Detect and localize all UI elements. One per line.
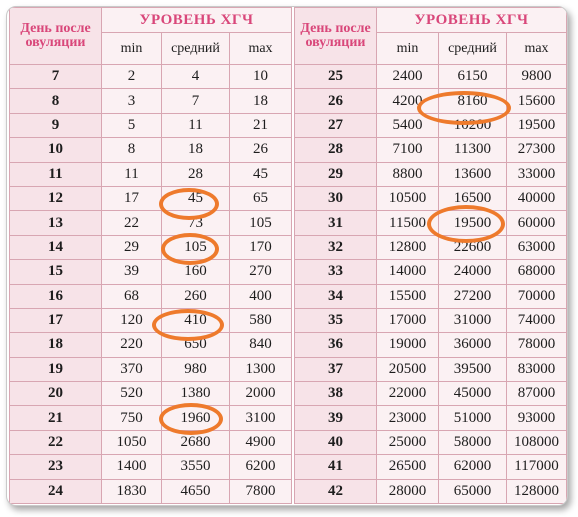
hcg-table-frame	[6, 6, 568, 506]
day-cell: 21	[10, 406, 102, 430]
min-cell: 17000	[377, 308, 439, 332]
level-header: УРОВЕНЬ ХГЧ	[102, 8, 292, 33]
table-row	[295, 211, 567, 235]
min-cell: 22000	[377, 382, 439, 406]
table-row	[10, 406, 292, 430]
max-cell: 45	[230, 162, 292, 186]
day-cell: 24	[10, 479, 102, 503]
mid-column-header: средний	[162, 33, 230, 65]
level-header: УРОВЕНЬ ХГЧ	[377, 8, 567, 33]
min-cell: 26500	[377, 455, 439, 479]
max-cell: 15600	[507, 89, 567, 113]
table-row	[10, 186, 292, 210]
mid-cell: 260	[162, 284, 230, 308]
table-row	[10, 211, 292, 235]
mid-cell: 27200	[439, 284, 507, 308]
day-cell: 41	[295, 455, 377, 479]
max-cell: 83000	[507, 357, 567, 381]
max-cell: 26	[230, 138, 292, 162]
max-cell: 10	[230, 65, 292, 89]
left-table-body	[10, 65, 292, 504]
day-column-header: День после овуляции	[10, 8, 102, 65]
day-cell: 37	[295, 357, 377, 381]
day-cell: 15	[10, 260, 102, 284]
table-row	[295, 65, 567, 89]
min-column-header: min	[377, 33, 439, 65]
day-cell: 26	[295, 89, 377, 113]
min-cell: 2400	[377, 65, 439, 89]
min-cell: 11500	[377, 211, 439, 235]
day-cell: 36	[295, 333, 377, 357]
mid-cell: 3550	[162, 455, 230, 479]
day-cell: 28	[295, 138, 377, 162]
day-cell: 13	[10, 211, 102, 235]
mid-cell: 6150	[439, 65, 507, 89]
max-cell: 74000	[507, 308, 567, 332]
max-cell: 3100	[230, 406, 292, 430]
min-cell: 39	[102, 260, 162, 284]
left-table-panel	[9, 7, 291, 504]
day-cell: 35	[295, 308, 377, 332]
table-row	[295, 333, 567, 357]
max-cell: 840	[230, 333, 292, 357]
table-row	[10, 455, 292, 479]
max-cell: 270	[230, 260, 292, 284]
max-cell: 7800	[230, 479, 292, 503]
min-cell: 68	[102, 284, 162, 308]
min-cell: 1400	[102, 455, 162, 479]
day-cell: 11	[10, 162, 102, 186]
table-row	[10, 308, 292, 332]
min-cell: 2	[102, 65, 162, 89]
max-cell: 18	[230, 89, 292, 113]
day-cell: 12	[10, 186, 102, 210]
min-cell: 750	[102, 406, 162, 430]
table-row	[295, 406, 567, 430]
day-cell: 20	[10, 382, 102, 406]
max-column-header: max	[507, 33, 567, 65]
hcg-table-left	[9, 7, 292, 504]
min-cell: 11	[102, 162, 162, 186]
day-cell: 9	[10, 113, 102, 137]
mid-cell: 8160	[439, 89, 507, 113]
mid-cell: 410	[162, 308, 230, 332]
max-cell: 78000	[507, 333, 567, 357]
mid-cell: 7	[162, 89, 230, 113]
max-cell: 400	[230, 284, 292, 308]
table-row	[295, 138, 567, 162]
day-cell: 16	[10, 284, 102, 308]
max-cell: 105	[230, 211, 292, 235]
max-cell: 4900	[230, 430, 292, 454]
table-row	[10, 138, 292, 162]
table-row	[295, 430, 567, 454]
min-cell: 8	[102, 138, 162, 162]
min-cell: 10500	[377, 186, 439, 210]
day-cell: 23	[10, 455, 102, 479]
table-row	[10, 357, 292, 381]
min-cell: 120	[102, 308, 162, 332]
mid-cell: 105	[162, 235, 230, 259]
mid-cell: 1380	[162, 382, 230, 406]
max-cell: 128000	[507, 479, 567, 503]
mid-cell: 980	[162, 357, 230, 381]
table-row	[295, 284, 567, 308]
table-row	[10, 235, 292, 259]
min-cell: 1830	[102, 479, 162, 503]
table-row	[295, 357, 567, 381]
day-cell: 8	[10, 89, 102, 113]
min-cell: 22	[102, 211, 162, 235]
mid-cell: 2680	[162, 430, 230, 454]
min-cell: 14000	[377, 260, 439, 284]
max-cell: 108000	[507, 430, 567, 454]
day-cell: 34	[295, 284, 377, 308]
max-cell: 70000	[507, 284, 567, 308]
mid-cell: 45	[162, 186, 230, 210]
mid-cell: 4650	[162, 479, 230, 503]
mid-cell: 36000	[439, 333, 507, 357]
max-cell: 170	[230, 235, 292, 259]
day-cell: 40	[295, 430, 377, 454]
day-cell: 22	[10, 430, 102, 454]
min-cell: 28000	[377, 479, 439, 503]
max-cell: 68000	[507, 260, 567, 284]
min-cell: 29	[102, 235, 162, 259]
mid-cell: 11300	[439, 138, 507, 162]
mid-cell: 13600	[439, 162, 507, 186]
max-cell: 6200	[230, 455, 292, 479]
day-cell: 17	[10, 308, 102, 332]
mid-cell: 10200	[439, 113, 507, 137]
mid-cell: 4	[162, 65, 230, 89]
day-cell: 33	[295, 260, 377, 284]
mid-cell: 160	[162, 260, 230, 284]
day-column-header: День после овуляции	[295, 8, 377, 65]
mid-cell: 39500	[439, 357, 507, 381]
min-cell: 1050	[102, 430, 162, 454]
max-cell: 60000	[507, 211, 567, 235]
day-cell: 7	[10, 65, 102, 89]
table-row	[10, 65, 292, 89]
day-cell: 10	[10, 138, 102, 162]
hcg-table-right	[294, 7, 567, 504]
mid-cell: 51000	[439, 406, 507, 430]
max-cell: 117000	[507, 455, 567, 479]
day-cell: 14	[10, 235, 102, 259]
table-row	[10, 284, 292, 308]
day-cell: 30	[295, 186, 377, 210]
mid-cell: 31000	[439, 308, 507, 332]
min-cell: 12800	[377, 235, 439, 259]
mid-cell: 65000	[439, 479, 507, 503]
mid-cell: 22600	[439, 235, 507, 259]
table-row	[295, 235, 567, 259]
mid-column-header: средний	[439, 33, 507, 65]
min-cell: 17	[102, 186, 162, 210]
table-row	[10, 260, 292, 284]
mid-cell: 45000	[439, 382, 507, 406]
day-cell: 18	[10, 333, 102, 357]
table-row	[295, 113, 567, 137]
mid-cell: 73	[162, 211, 230, 235]
min-cell: 8800	[377, 162, 439, 186]
mid-cell: 58000	[439, 430, 507, 454]
min-cell: 15500	[377, 284, 439, 308]
day-cell: 38	[295, 382, 377, 406]
day-cell: 29	[295, 162, 377, 186]
table-row	[295, 186, 567, 210]
table-row	[295, 162, 567, 186]
min-cell: 7100	[377, 138, 439, 162]
min-cell: 25000	[377, 430, 439, 454]
min-cell: 5400	[377, 113, 439, 137]
min-cell: 19000	[377, 333, 439, 357]
day-cell: 42	[295, 479, 377, 503]
table-row	[295, 260, 567, 284]
max-cell: 1300	[230, 357, 292, 381]
table-row	[10, 382, 292, 406]
day-cell: 27	[295, 113, 377, 137]
max-column-header: max	[230, 33, 292, 65]
right-table-body	[295, 65, 567, 504]
max-cell: 87000	[507, 382, 567, 406]
mid-cell: 28	[162, 162, 230, 186]
min-column-header: min	[102, 33, 162, 65]
max-cell: 40000	[507, 186, 567, 210]
max-cell: 93000	[507, 406, 567, 430]
day-cell: 39	[295, 406, 377, 430]
mid-cell: 62000	[439, 455, 507, 479]
min-cell: 20500	[377, 357, 439, 381]
mid-cell: 24000	[439, 260, 507, 284]
table-row	[10, 89, 292, 113]
table-row	[295, 479, 567, 503]
table-row	[295, 89, 567, 113]
right-table-panel	[294, 7, 566, 504]
day-cell: 19	[10, 357, 102, 381]
max-cell: 21	[230, 113, 292, 137]
table-row	[10, 333, 292, 357]
max-cell: 63000	[507, 235, 567, 259]
table-row	[295, 382, 567, 406]
table-row	[10, 430, 292, 454]
mid-cell: 1960	[162, 406, 230, 430]
max-cell: 9800	[507, 65, 567, 89]
min-cell: 520	[102, 382, 162, 406]
min-cell: 3	[102, 89, 162, 113]
max-cell: 580	[230, 308, 292, 332]
mid-cell: 16500	[439, 186, 507, 210]
table-row	[10, 479, 292, 503]
max-cell: 65	[230, 186, 292, 210]
min-cell: 23000	[377, 406, 439, 430]
max-cell: 2000	[230, 382, 292, 406]
day-cell: 25	[295, 65, 377, 89]
max-cell: 19500	[507, 113, 567, 137]
min-cell: 5	[102, 113, 162, 137]
min-cell: 4200	[377, 89, 439, 113]
table-row	[10, 113, 292, 137]
table-row	[295, 455, 567, 479]
mid-cell: 650	[162, 333, 230, 357]
table-row	[295, 308, 567, 332]
mid-cell: 19500	[439, 211, 507, 235]
day-cell: 32	[295, 235, 377, 259]
mid-cell: 18	[162, 138, 230, 162]
min-cell: 220	[102, 333, 162, 357]
table-row	[10, 162, 292, 186]
mid-cell: 11	[162, 113, 230, 137]
max-cell: 27300	[507, 138, 567, 162]
max-cell: 33000	[507, 162, 567, 186]
min-cell: 370	[102, 357, 162, 381]
day-cell: 31	[295, 211, 377, 235]
